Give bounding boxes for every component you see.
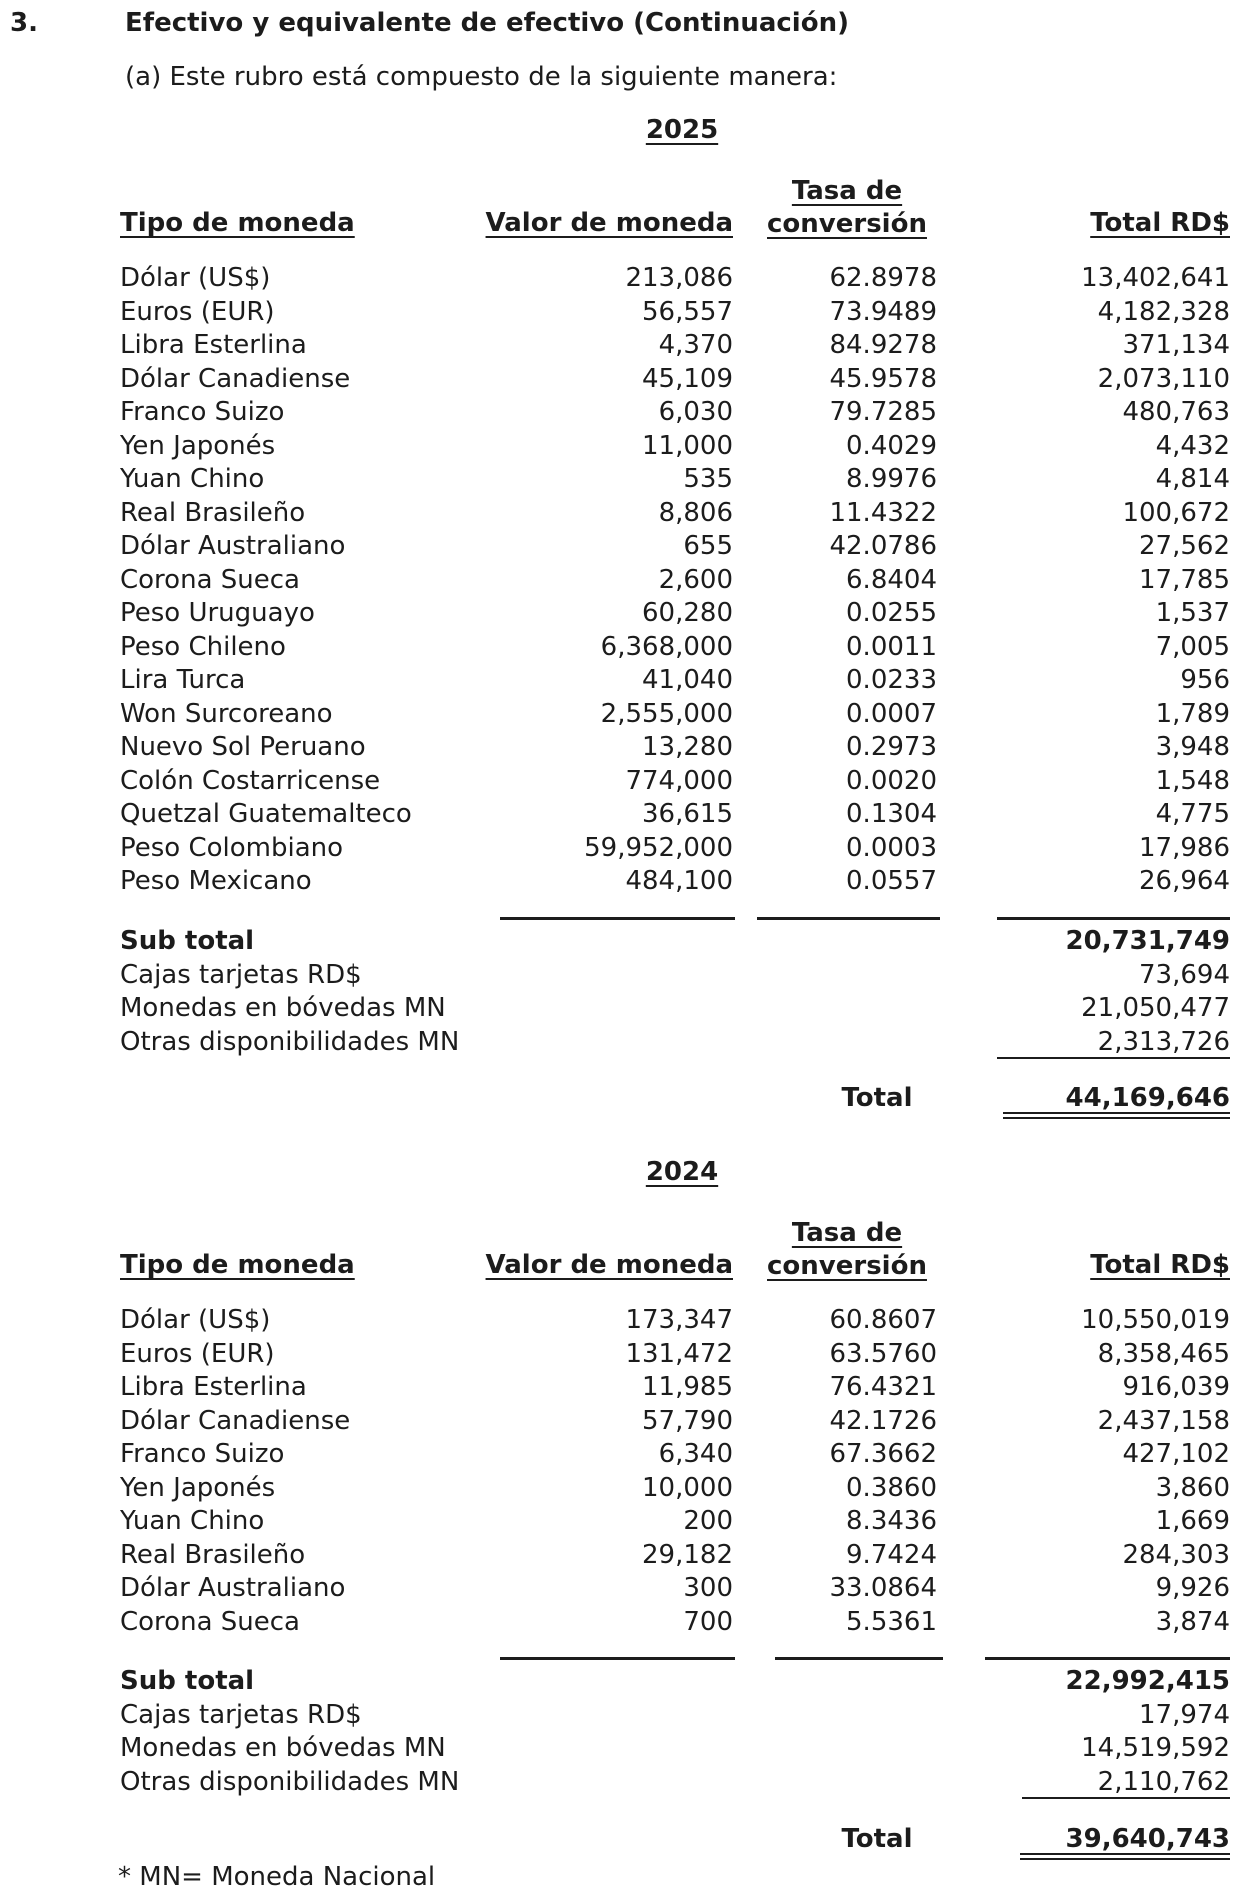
extra-label: Monedas en bóvedas MN (120, 1733, 446, 1763)
extra-label: Cajas tarjetas RD$ (120, 959, 362, 990)
currency-tasa: 42.1726 (829, 1405, 937, 1436)
currency-valor: 173,347 (625, 1305, 733, 1335)
currency-valor: 13,280 (642, 732, 733, 762)
currency-tasa: 0.0007 (846, 698, 937, 729)
currency-name: Colón Costarricense (120, 765, 381, 796)
currency-valor: 655 (683, 531, 733, 561)
currency-tasa: 0.0557 (846, 866, 937, 896)
currency-name: Dólar Canadiense (120, 1405, 351, 1436)
currency-valor: 535 (683, 464, 733, 494)
currency-name: Franco Suizo (120, 1439, 285, 1469)
extra-label: Monedas en bóvedas MN (120, 993, 446, 1023)
subtotal-value: 20,731,749 (1065, 926, 1230, 956)
currency-total: 1,669 (1155, 1506, 1230, 1536)
subtotal-rule-tasa (757, 917, 940, 920)
currency-total: 4,182,328 (1097, 296, 1230, 327)
extra-value: 14,519,592 (1081, 1733, 1230, 1763)
subtotal-label: Sub total (120, 926, 255, 956)
total-label: Total (841, 1824, 913, 1854)
currency-valor: 60,280 (642, 598, 733, 628)
currency-name: Dólar Australiano (120, 1573, 346, 1603)
currency-total: 1,789 (1155, 698, 1230, 729)
currency-name: Dólar (US$) (120, 1305, 271, 1335)
header-tasa-conversion (757, 175, 937, 241)
year-heading: 2024 (645, 1157, 719, 1187)
header-tasa-conversion (757, 1217, 937, 1283)
currency-name: Dólar Australiano (120, 531, 346, 561)
subtotal-rule-valor (500, 1657, 735, 1660)
header-tasa-line1: Tasa de (791, 176, 903, 206)
currency-total: 8,358,465 (1097, 1338, 1230, 1369)
currency-valor: 300 (683, 1573, 733, 1603)
currency-tasa: 73.9489 (829, 296, 937, 327)
currency-valor: 774,000 (625, 765, 733, 796)
currency-total: 3,874 (1155, 1606, 1230, 1637)
currency-name: Dólar Canadiense (120, 363, 351, 394)
currency-valor: 11,985 (642, 1372, 733, 1402)
currency-tasa: 8.9976 (846, 464, 937, 494)
currency-valor: 10,000 (642, 1472, 733, 1503)
currency-total: 13,402,641 (1081, 263, 1230, 293)
header-tasa-line1: Tasa de (791, 1218, 903, 1248)
header-total-rd: Total RD$ (1090, 208, 1230, 238)
currency-name: Peso Mexicano (120, 866, 312, 896)
header-total-rd: Total RD$ (1090, 1250, 1230, 1280)
currency-total: 916,039 (1122, 1372, 1230, 1402)
currency-name: Corona Sueca (120, 564, 300, 595)
section-intro: (a) Este rubro está compuesto de la siguiente manera: (125, 62, 838, 92)
currency-tasa: 79.7285 (829, 397, 937, 427)
currency-tasa: 63.5760 (829, 1338, 937, 1369)
currency-tasa: 76.4321 (829, 1372, 937, 1402)
footnote: * MN= Moneda Nacional (118, 1862, 436, 1892)
currency-name: Dólar (US$) (120, 263, 271, 293)
currency-total: 17,785 (1139, 564, 1230, 595)
currency-total: 27,562 (1139, 531, 1230, 561)
currency-valor: 29,182 (642, 1539, 733, 1570)
currency-tasa: 0.2973 (846, 732, 937, 762)
currency-total: 956 (1180, 665, 1230, 695)
currency-name: Libra Esterlina (120, 1372, 307, 1402)
currency-valor: 131,472 (625, 1338, 733, 1369)
currency-name: Franco Suizo (120, 397, 285, 427)
currency-name: Nuevo Sol Peruano (120, 732, 366, 762)
currency-valor: 2,600 (658, 564, 733, 595)
currency-name: Won Surcoreano (120, 698, 333, 729)
subtotal-value: 22,992,415 (1065, 1666, 1230, 1696)
subtotal-rule-valor (500, 917, 735, 920)
currency-tasa: 11.4322 (829, 497, 937, 528)
currency-tasa: 60.8607 (829, 1305, 937, 1335)
currency-name: Libra Esterlina (120, 330, 307, 360)
currency-total: 17,986 (1139, 832, 1230, 863)
currency-name: Yuan Chino (120, 1506, 265, 1536)
currency-total: 371,134 (1122, 330, 1230, 360)
section-title: Efectivo y equivalente de efectivo (Continuación) (125, 8, 849, 38)
currency-total: 10,550,019 (1081, 1305, 1230, 1335)
currency-tasa: 9.7424 (846, 1539, 937, 1570)
currency-total: 284,303 (1122, 1539, 1230, 1570)
currency-tasa: 8.3436 (846, 1506, 937, 1536)
currency-valor: 36,615 (642, 799, 733, 829)
header-valor-moneda: Valor de moneda (485, 1250, 733, 1280)
currency-tasa: 6.8404 (846, 564, 937, 595)
currency-valor: 213,086 (625, 263, 733, 293)
currency-name: Yen Japonés (120, 430, 276, 461)
currency-total: 1,537 (1155, 598, 1230, 628)
extras-bottom-rule (997, 1057, 1230, 1059)
extra-label: Otras disponibilidades MN (120, 1766, 460, 1797)
total-double-rule (1003, 1112, 1230, 1119)
currency-valor: 8,806 (658, 497, 733, 528)
total-double-rule (1020, 1853, 1230, 1860)
extra-label: Otras disponibilidades MN (120, 1026, 460, 1057)
currency-tasa: 42.0786 (829, 531, 937, 561)
currency-valor: 6,340 (658, 1439, 733, 1469)
currency-name: Peso Colombiano (120, 832, 344, 863)
currency-total: 3,860 (1155, 1472, 1230, 1503)
extra-label: Cajas tarjetas RD$ (120, 1699, 362, 1730)
currency-valor: 41,040 (642, 665, 733, 695)
extra-value: 2,110,762 (1097, 1766, 1230, 1797)
currency-tasa: 0.4029 (846, 430, 937, 461)
currency-valor: 6,368,000 (600, 631, 733, 662)
extra-value: 2,313,726 (1097, 1026, 1230, 1057)
currency-tasa: 5.5361 (846, 1606, 937, 1637)
currency-tasa: 0.0233 (846, 665, 937, 695)
currency-name: Yen Japonés (120, 1472, 276, 1503)
currency-total: 4,432 (1155, 430, 1230, 461)
currency-valor: 56,557 (642, 296, 733, 327)
subtotal-rule-total (997, 917, 1230, 920)
currency-name: Peso Uruguayo (120, 598, 315, 628)
currency-tasa: 0.3860 (846, 1472, 937, 1503)
currency-total: 3,948 (1155, 732, 1230, 762)
currency-total: 1,548 (1155, 765, 1230, 796)
currency-tasa: 0.0003 (846, 832, 937, 863)
header-tipo-moneda: Tipo de moneda (120, 208, 355, 238)
extra-value: 21,050,477 (1081, 993, 1230, 1023)
currency-name: Peso Chileno (120, 631, 286, 662)
currency-name: Euros (EUR) (120, 1338, 275, 1369)
currency-name: Real Brasileño (120, 1539, 306, 1570)
currency-total: 7,005 (1155, 631, 1230, 662)
currency-valor: 700 (683, 1606, 733, 1637)
header-valor-moneda: Valor de moneda (485, 208, 733, 238)
extra-value: 73,694 (1139, 959, 1230, 990)
currency-valor: 11,000 (642, 430, 733, 461)
currency-total: 2,437,158 (1097, 1405, 1230, 1436)
currency-tasa: 67.3662 (829, 1439, 937, 1469)
currency-name: Real Brasileño (120, 497, 306, 528)
currency-tasa: 0.0255 (846, 598, 937, 628)
currency-total: 480,763 (1122, 397, 1230, 427)
currency-tasa: 84.9278 (829, 330, 937, 360)
currency-tasa: 0.0011 (846, 631, 937, 662)
currency-tasa: 0.1304 (846, 799, 937, 829)
year-heading: 2025 (645, 115, 719, 145)
currency-total: 2,073,110 (1097, 363, 1230, 394)
currency-name: Quetzal Guatemalteco (120, 799, 412, 829)
currency-total: 4,814 (1155, 464, 1230, 494)
total-label: Total (841, 1083, 913, 1113)
header-tasa-line2: conversión (767, 209, 927, 239)
currency-name: Lira Turca (120, 665, 246, 695)
subtotal-rule-total (985, 1657, 1230, 1660)
currency-valor: 2,555,000 (600, 698, 733, 729)
currency-tasa: 0.0020 (846, 765, 937, 796)
currency-name: Yuan Chino (120, 464, 265, 494)
subtotal-rule-tasa (775, 1657, 943, 1660)
subtotal-label: Sub total (120, 1666, 255, 1696)
currency-valor: 484,100 (625, 866, 733, 896)
currency-total: 100,672 (1122, 497, 1230, 528)
currency-name: Euros (EUR) (120, 296, 275, 327)
currency-total: 4,775 (1155, 799, 1230, 829)
header-tipo-moneda: Tipo de moneda (120, 1250, 355, 1280)
currency-valor: 59,952,000 (584, 832, 733, 863)
currency-total: 26,964 (1139, 866, 1230, 896)
currency-name: Corona Sueca (120, 1606, 300, 1637)
extras-bottom-rule (1022, 1797, 1230, 1799)
currency-valor: 200 (683, 1506, 733, 1536)
currency-tasa: 62.8978 (829, 263, 937, 293)
total-value: 44,169,646 (1065, 1083, 1230, 1113)
currency-valor: 6,030 (658, 397, 733, 427)
header-tasa-line2: conversión (767, 1251, 927, 1281)
section-number: 3. (10, 8, 38, 38)
currency-total: 427,102 (1122, 1439, 1230, 1469)
currency-tasa: 33.0864 (829, 1573, 937, 1603)
currency-valor: 4,370 (658, 330, 733, 360)
currency-valor: 57,790 (642, 1405, 733, 1436)
extra-value: 17,974 (1139, 1699, 1230, 1730)
currency-valor: 45,109 (642, 363, 733, 394)
currency-total: 9,926 (1155, 1573, 1230, 1603)
currency-tasa: 45.9578 (829, 363, 937, 394)
total-value: 39,640,743 (1065, 1824, 1230, 1854)
